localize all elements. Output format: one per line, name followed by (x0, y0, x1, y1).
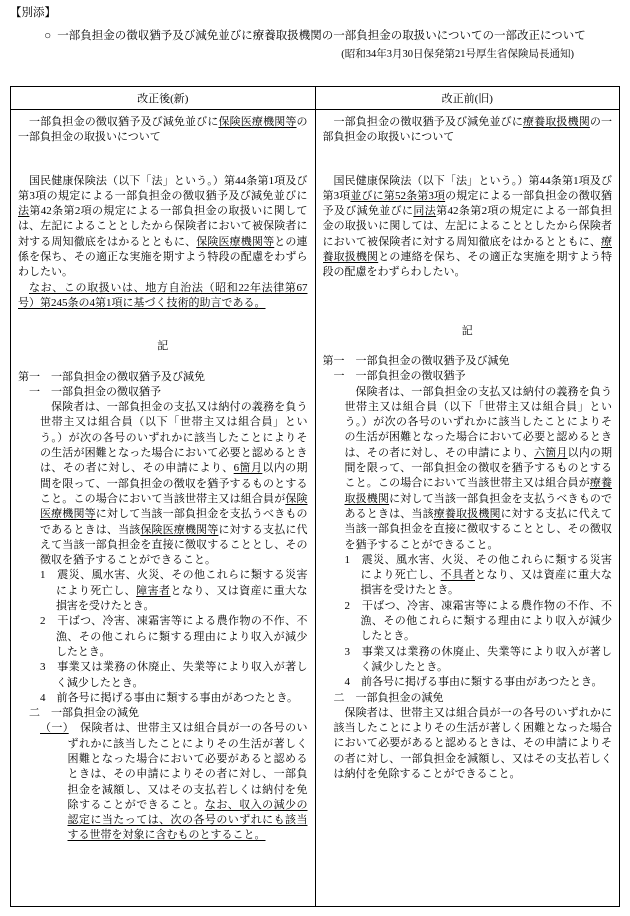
comparison-table (10, 86, 620, 907)
text-segment: 以内の期間を限って、一部負担金の徴収を猶予するものとすること。この場合において当該世帯主又は組合員が (344, 446, 612, 490)
text-segment: 保険者は、一部負担金の支払又は納付の義務を負う世帯主又は組合員（以下「世帯主又は組合員」という。）が次の各号のいずれかに該当したことによりその生活が困難となった場合において必要と認めるときは、その者に対し、その申請により、 (344, 385, 612, 459)
text-segment: 第一 一部負担金の徴収猶予及び減免 (18, 370, 205, 383)
text-segment: 2 干ばつ、冷害、凍霜害等による農作物の不作、不漁、その他これらに類する理由により収入が減少したとき。 (40, 615, 308, 658)
document-title: 一部負担金の徴収猶予及び減免並びに療養取扱機関の一部負担金の取扱いについての一部改正について (57, 30, 586, 42)
underlined-text-segment: なお、この取扱いは、地方自治法（昭和22年法律第67号）第245条の4第1項に基づく技術的助言である。 (18, 281, 308, 309)
text-segment: との連絡を保ち、その適正な実施を期すよう特段の配慮をわずらわしたい。 (322, 251, 612, 279)
text-block-heading-2 (29, 385, 308, 400)
text-segment: 保険者は、世帯主又は組合員が一の各号のいずれかに該当したことによりその生活が著しく困難となった場合において必要があると認めるときは、その申請によりその者に対し、一部負担金を減額し、又はその支払若しくは納付を免除することができること。 (67, 722, 308, 811)
text-segment: との連係を保ち、その適正な実施を期すよう特段の配慮をわずらわしたい。 (18, 235, 308, 279)
text-block-ki-center (18, 339, 308, 354)
text-block-list-item (40, 568, 308, 614)
text-segment: 一部負担金の徴収猶予及び減免並びに (29, 116, 219, 128)
text-segment: 一 一部負担金の徴収猶予 (29, 385, 161, 398)
column-old-content (323, 115, 613, 901)
underlined-text-segment: 療養取扱機関 (344, 477, 612, 505)
text-segment: 2 干ばつ、冷害、凍霜害等による農作物の不作、不漁、その他これらに類する理由により収入が減少したとき。 (344, 599, 612, 643)
column-old (315, 110, 620, 907)
text-block-heading-1 (18, 370, 308, 385)
underlined-text-segment: 六箇月 (534, 446, 568, 459)
text-block-list-item (345, 599, 613, 645)
text-segment: に対する支払に代えて当該一部負担金を直接に徴収することとし、その徴収を猶予することができること。 (40, 523, 308, 567)
text-block-title-para (323, 115, 613, 146)
text-segment: 3 事業又は業務の休廃止、失業等により収入が著しく減少したとき。 (344, 645, 612, 673)
text-block-list-item (40, 614, 308, 660)
text-segment: に対する支払に代えて当該一部負担金を直接に徴収することとし、その徴収を猶予することができること。 (344, 507, 612, 551)
text-segment: の一部負担金の取扱いについて (18, 116, 308, 144)
text-block-body-para (40, 400, 308, 568)
text-segment: 保険者は、世帯主又は組合員が一の各号のいずれかに該当したことによりその生活が著しく困難となった場合において必要があると認めるときは、その申請によりその者に対し、一部負担金を減額し、又はその支払若しくは納付を免除することができること。 (333, 706, 612, 780)
text-segment: の規定による一部負担金の徴収猶予及び減免並びに (322, 189, 612, 218)
text-block-heading-2 (334, 691, 613, 706)
underlined-text-segment: 不具者 (440, 569, 475, 582)
text-block-body-para-1 (334, 706, 613, 782)
text-segment: 第一 一部負担金の徴収猶予及び減免 (322, 354, 510, 367)
text-block-heading-1 (323, 354, 613, 369)
text-block-hang-para (40, 721, 308, 843)
text-segment: 第42条第2項の規定による一部負担金の取扱いに関しては、左記によることとしたから保険者において被保険者に対する周知徹底をはかるとともに、 (322, 205, 612, 248)
text-segment: の一部負担金の取扱いについて (322, 116, 612, 144)
underlined-text-segment: 保険医療機関等 (140, 523, 219, 536)
text-block-ki-center-tall (323, 324, 613, 339)
text-block-list-item (345, 553, 613, 599)
table-body-row (11, 110, 620, 907)
text-block-list-item (40, 660, 308, 691)
text-segment: 1 震災、風水害、火災、その他これらに類する災害により死亡し、 (40, 569, 308, 597)
text-segment: 1 震災、風水害、火災、その他これらに類する災害により死亡し、 (344, 553, 612, 582)
text-block-list-item (40, 691, 308, 706)
text-block-list-item (345, 645, 613, 676)
text-segment: となり、又は資産に重大な損害を受けたとき。 (55, 584, 308, 613)
column-new (11, 110, 316, 907)
text-segment: 3 事業又は業務の休廃止、失業等により収入が著しく減少したとき。 (40, 661, 308, 689)
text-segment: 第42条第2項の規定による一部負担金の取扱いに関しては、左記によることとしたから保険者において被保険者に対する周知徹底をはかるとともに、 (18, 205, 308, 248)
document-subtitle: (昭和34年3月30日保発第21号厚生省保険局長通知) (341, 49, 574, 60)
text-segment: 4 前各号に掲げる事由に類する事由があつたとき。 (344, 676, 603, 689)
table-header-row (11, 87, 620, 110)
text-segment: 保険者は、一部負担金の支払又は納付の義務を負う世帯主又は組合員（以下「世帯主又は組合員」という。）が次の各号のいずれかに該当したことによりその生活が困難となった場合において必要と認めるときは、その者に対し、その申請により、 (40, 401, 308, 475)
title-circle-marker: ○ (44, 30, 52, 42)
text-segment: 二 一部負担金の減免 (29, 707, 139, 720)
underlined-text-segment: 並びに第52条第3項 (350, 189, 446, 202)
text-segment: 国民健康保険法（以下「法」という。）第44条第1項及び第3項 (322, 174, 612, 202)
text-segment: 以内の期間を限って、一部負担金の徴収を猶予するものとすること。この場合において当該世帯主又は組合員が (40, 462, 308, 505)
underlined-text-segment: （一） (40, 722, 69, 735)
text-segment: 記 (157, 340, 169, 353)
underlined-text-segment: 法 (18, 205, 30, 218)
text-segment: 二 一部負担金の減免 (333, 691, 444, 704)
text-block-heading-2 (29, 706, 308, 721)
text-segment: に対して当該一部負担金を支払うべきものであるときは、当該 (344, 492, 612, 520)
text-segment: 一部負担金の徴収猶予及び減免並びに (333, 116, 523, 128)
underlined-text-segment: 保険医療機関等 (196, 235, 275, 248)
text-block-heading-2 (334, 369, 613, 384)
text-segment: 4 前各号に掲げる事由に類する事由があつたとき。 (40, 691, 299, 704)
text-block-lead-para (18, 174, 308, 281)
column-header-new: 改正後(新) (11, 87, 316, 110)
text-block-body-para (345, 385, 613, 553)
text-segment: に対して当該一部負担金を支払うべきものであるときは、当該 (40, 508, 308, 536)
document-title-row (10, 29, 620, 44)
underlined-text-segment: なお、収入の減少の認定に当たっては、次の各号のいずれにも該当する世帯を対象に含むものとすること。 (67, 798, 308, 842)
underlined-text-segment: 療養取扱機関 (322, 235, 612, 264)
underlined-text-segment: 同法 (413, 205, 437, 218)
column-header-old: 改正前(旧) (315, 87, 620, 110)
underlined-text-segment: 保険医療機関等 (40, 492, 308, 521)
text-block-note-para (18, 281, 308, 312)
underlined-text-segment: 療養取扱機関 (433, 507, 501, 520)
attachment-label: 【別添】 (10, 7, 56, 19)
text-block-list-item (345, 675, 613, 690)
text-segment: 一 一部負担金の徴収猶予 (333, 370, 466, 383)
underlined-text-segment: 6箇月 (233, 462, 263, 475)
underlined-text-segment: 保険医療機関等 (218, 116, 297, 128)
text-segment: 国民健康保険法（以下「法」という。）第44条第1項及び第3項の規定による一部負担金の徴収猶予及び減免並びに (18, 174, 308, 202)
text-segment: となり、又は資産に重大な損害を受けたとき。 (360, 569, 612, 597)
column-new-content (18, 115, 308, 901)
text-segment: 記 (461, 324, 473, 337)
text-block-lead-para (323, 174, 613, 281)
underlined-text-segment: 療養取扱機関 (522, 116, 590, 128)
underlined-text-segment: 障害者 (136, 584, 171, 597)
text-block-title-para (18, 115, 308, 146)
